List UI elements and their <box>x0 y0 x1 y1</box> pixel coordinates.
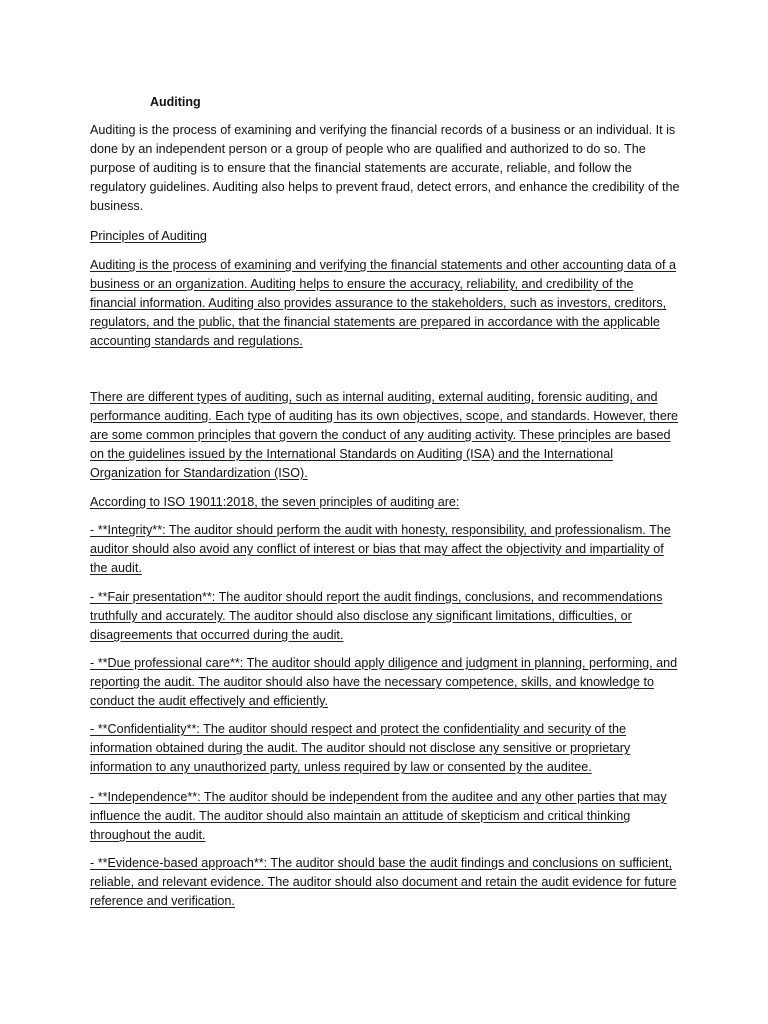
document-title: Auditing <box>150 95 201 109</box>
principle-item-confidentiality: - **Confidentiality**: The auditor should respect and protect the confidentiality and security of the information obtained during the audit. The auditor should not disclose any sensitive or proprietary information to any unauthorized party, unless required by law or consented by the auditee. <box>90 722 631 774</box>
principle-item-evidence-based-approach: - **Evidence-based approach**: The auditor should base the audit findings and conclusions on sufficient, reliable, and relevant evidence. The auditor should also document and retain the audit evidence for future reference and verification. <box>90 856 677 908</box>
principle-item-independence: - **Independence**: The auditor should be independent from the auditee and any other parties that may influence the audit. The auditor should also maintain an attitude of skepticism and critical thinking throughout the audit. <box>90 790 667 842</box>
principles-paragraph-2: There are different types of auditing, such as internal auditing, external auditing, forensic auditing, and performance auditing. Each type of auditing has its own objectives, scope, and standards. However, there are some common principles that govern the conduct of any auditing activity. These principles are based on the guidelines issued by the International Standards on Auditing (ISA) and the International Organization for Standardization (ISO). <box>90 390 679 480</box>
intro-paragraph: Auditing is the process of examining and verifying the financial records of a business or an individual. It is done by an independent person or a group of people who are qualified and authorized to do so. The purpose of auditing is to ensure that the financial statements are accurate, reliable, and follow the regulatory guidelines. Auditing also helps to prevent fraud, detect errors, and enhance the credibility of the business. <box>90 123 680 213</box>
principles-paragraph-3: According to ISO 19011:2018, the seven principles of auditing are: <box>90 495 460 509</box>
section-heading: Principles of Auditing <box>90 229 207 243</box>
principle-item-fair-presentation: - **Fair presentation**: The auditor should report the audit findings, conclusions, and recommendations truthfully and accurately. The auditor should also disclose any significant limitations, difficulties, or disagreements that occurred during the audit. <box>90 590 663 642</box>
principles-paragraph-1: Auditing is the process of examining and verifying the financial statements and other accounting data of a business or an organization. Auditing helps to ensure the accuracy, reliability, and credibility of the financial information. Auditing also provides assurance to the stakeholders, such as investors, creditors, regulators, and the public, that the financial statements are prepared in accordance with the applicable accounting standards and regulations. <box>90 258 676 348</box>
principle-item-due-professional-care: - **Due professional care**: The auditor should apply diligence and judgment in planning, performing, and reporting the audit. The auditor should also have the necessary competence, skills, and knowledge to conduct the audit effectively and efficiently. <box>90 656 678 708</box>
principle-item-integrity: - **Integrity**: The auditor should perform the audit with honesty, responsibility, and professionalism. The auditor should also avoid any conflict of interest or bias that may affect the objectivity and impartiality of the audit. <box>90 523 671 575</box>
